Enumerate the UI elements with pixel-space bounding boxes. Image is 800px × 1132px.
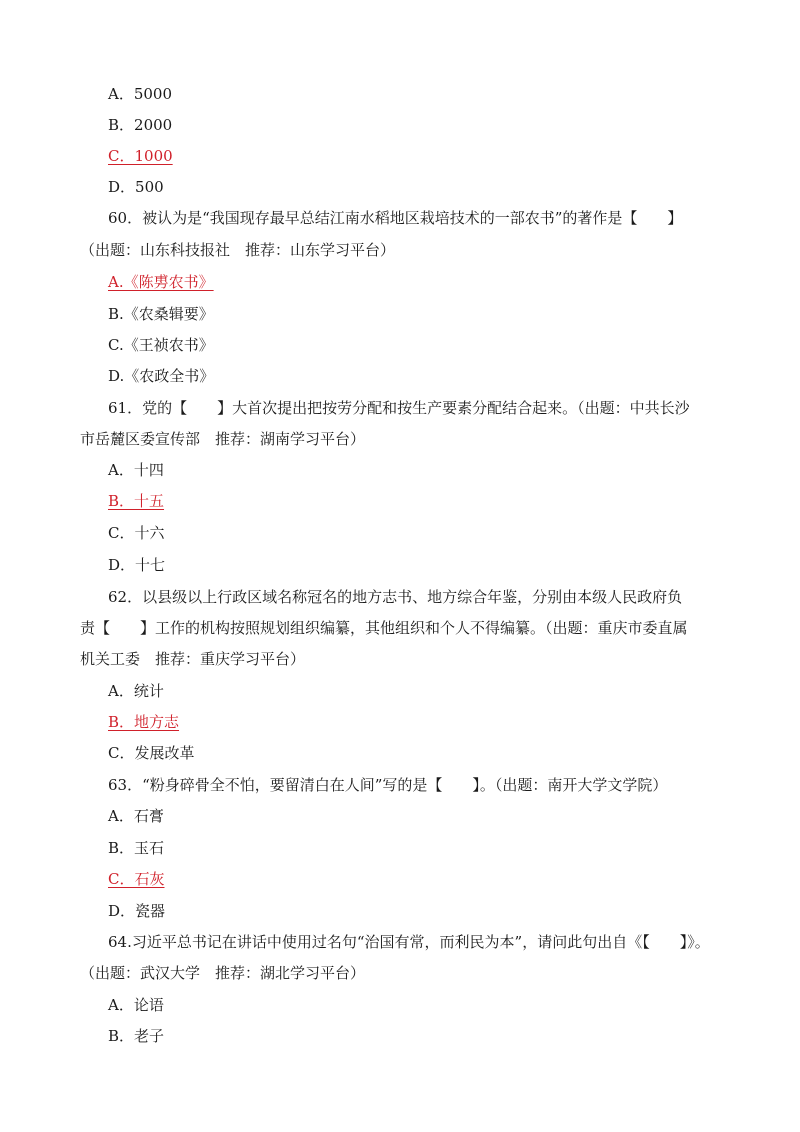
q61-option-c: C．十六 <box>108 524 165 542</box>
q63-option-d: D．瓷器 <box>108 902 166 920</box>
q59-option-c-correct: C．1000 <box>108 147 173 165</box>
q63-option-a: A．石膏 <box>108 807 164 825</box>
q62-question: 62．以县级以上行政区域名称冠名的地方志书、地方综合年鉴，分别由本级人民政府负 <box>108 588 683 606</box>
q64-option-a: A．论语 <box>108 996 164 1014</box>
q61-question: 61．党的【 】大首次提出把按劳分配和按生产要素分配结合起来。（出题：中共长沙 <box>108 399 690 417</box>
q61-option-d: D．十七 <box>108 556 166 574</box>
q64-source: （出题：武汉大学 推荐：湖北学习平台） <box>80 964 366 982</box>
q61-option-a: A．十四 <box>108 461 164 479</box>
q59-option-d: D．500 <box>108 178 164 196</box>
q60-option-b: B.《农桑辑要》 <box>108 305 214 323</box>
q62-option-b-correct: B．地方志 <box>108 713 180 731</box>
q62-option-c: C．发展改革 <box>108 744 195 762</box>
q59-option-a: A．5000 <box>108 85 173 103</box>
q60-option-d: D.《农政全书》 <box>108 367 215 385</box>
q60-option-c: C.《王祯农书》 <box>108 336 214 354</box>
q61-option-b-correct: B．十五 <box>108 492 165 510</box>
q63-option-c-correct: C．石灰 <box>108 870 165 888</box>
q64-question: 64.习近平总书记在讲话中使用过名句“治国有常，而利民为本”，请问此句出自《【 】》。 <box>108 933 710 951</box>
q60-source: （出题：山东科技报社 推荐：山东学习平台） <box>80 241 396 259</box>
q60-question: 60．被认为是“我国现存最早总结江南水稻地区栽培技术的一部农书”的著作是【 】 <box>108 209 683 227</box>
q60-option-a-correct: A.《陈旉农书》 <box>108 273 214 291</box>
q62-source: 机关工委 推荐：重庆学习平台） <box>80 650 306 668</box>
q61-source: 市岳麓区委宣传部 推荐：湖南学习平台） <box>80 430 366 448</box>
q63-option-b: B．玉石 <box>108 839 165 857</box>
q59-option-b: B．2000 <box>108 116 173 134</box>
q62-option-a: A．统计 <box>108 682 164 700</box>
q62-question-cont: 责【 】工作的机构按照规划组织编纂，其他组织和个人不得编纂。（出题：重庆市委直属 <box>80 619 688 637</box>
q63-question: 63．“粉身碎骨全不怕，要留清白在人间”写的是【 】。（出题：南开大学文学院） <box>108 776 668 794</box>
q64-option-b: B．老子 <box>108 1027 165 1045</box>
